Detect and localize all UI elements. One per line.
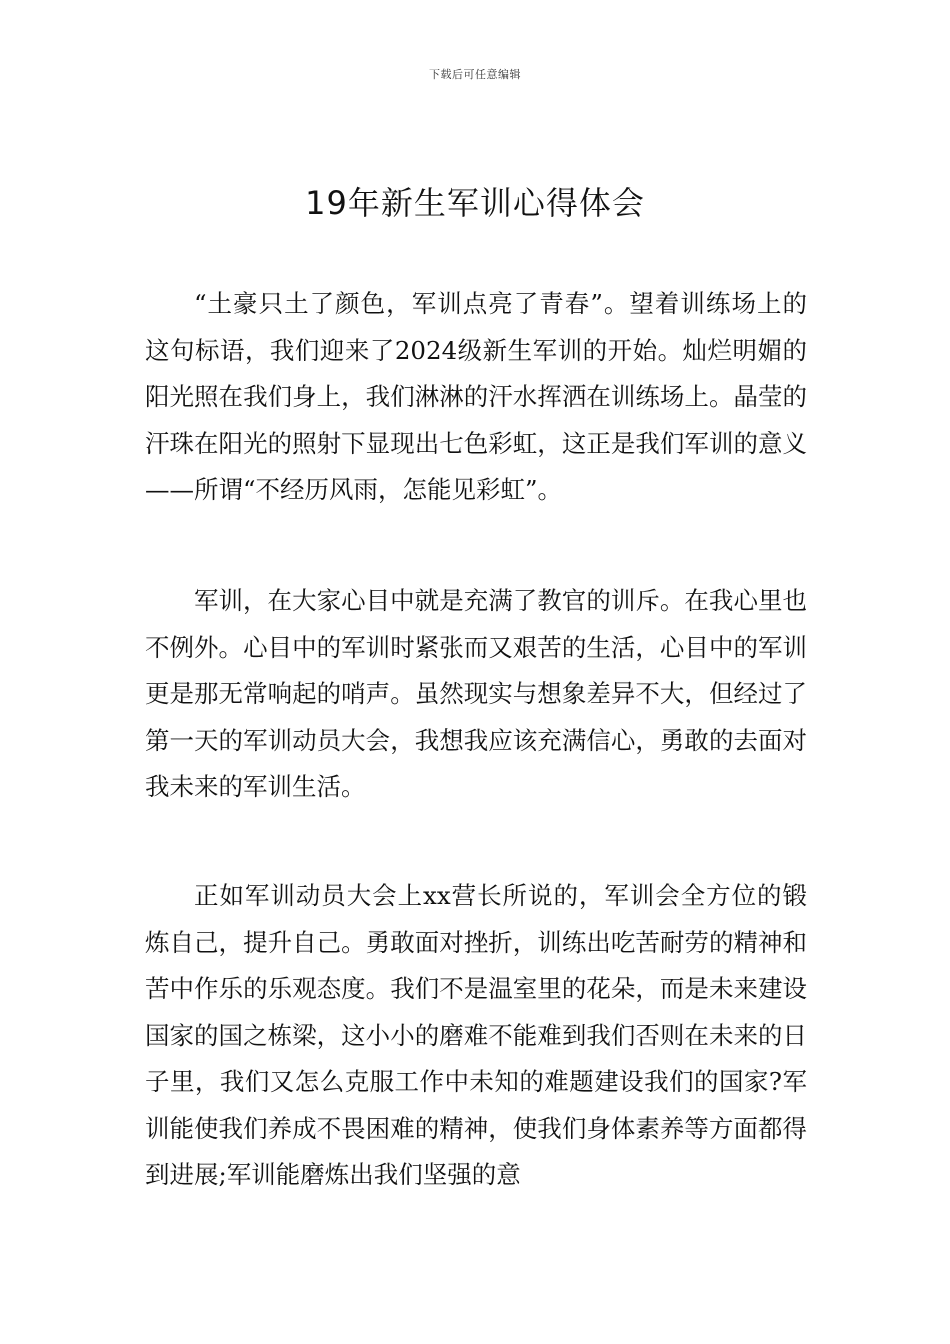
- paragraph-block: [145, 281, 807, 514]
- paragraph-block: [145, 578, 807, 811]
- paragraph-block: [145, 873, 807, 1199]
- header-note: 下载后可任意编辑: [429, 68, 521, 81]
- document-title: 19年新生军训心得体会: [305, 184, 645, 222]
- paragraph-1: “土豪只土了颜色，军训点亮了青春”。望着训练场上的这句标语，我们迎来了2024级新生军训的开始。灿烂明媚的阳光照在我们身上，我们淋淋的汗水挥洒在训练场上。晶莹的汗珠在阳光的照射下显现出七色彩虹，这正是我们军训的意义——所谓“不经历风雨，怎能见彩虹”。: [145, 289, 807, 504]
- paragraph-3: 正如军训动员大会上xx营长所说的，军训会全方位的锻炼自己，提升自己。勇敢面对挫折，训练出吃苦耐劳的精神和苦中作乐的乐观态度。我们不是温室里的花朵，而是未来建设国家的国之栋梁，这小小的磨难不能难到我们否则在未来的日子里，我们又怎么克服工作中未知的难题建设我们的国家?军训能使我们养成不畏困难的精神，使我们身体素养等方面都得到进展;军训能磨炼出我们坚强的意: [145, 881, 807, 1189]
- paragraph-2: 军训，在大家心目中就是充满了教官的训斥。在我心里也不例外。心目中的军训时紧张而又艰苦的生活，心目中的军训更是那无常响起的哨声。虽然现实与想象差异不大，但经过了第一天的军训动员大会，我想我应该充满信心，勇敢的去面对我未来的军训生活。: [145, 586, 807, 801]
